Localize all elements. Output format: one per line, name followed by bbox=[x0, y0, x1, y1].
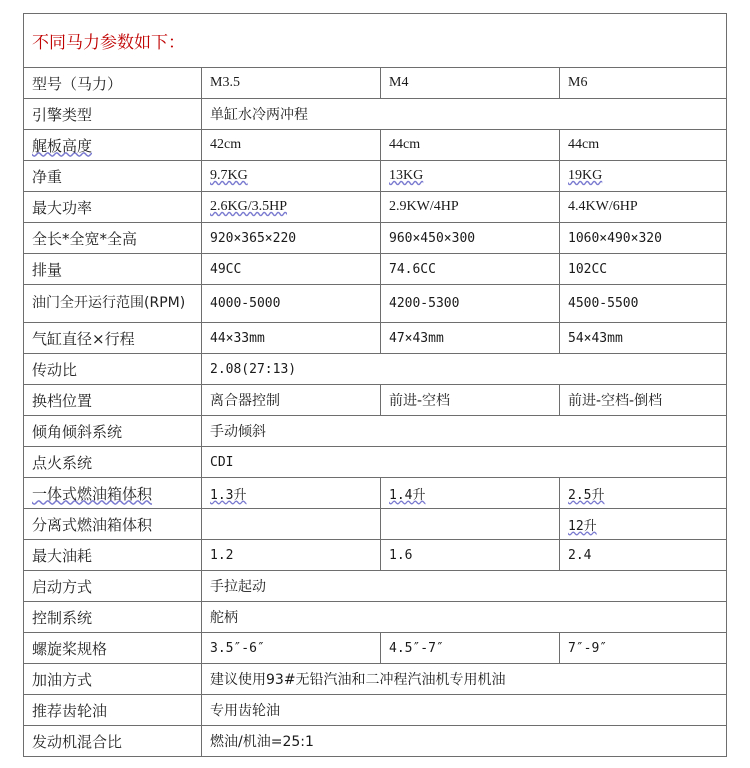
model-m3: M6 bbox=[560, 68, 727, 99]
row-value-2: 4200-5300 bbox=[381, 285, 560, 323]
row-value-1: 44×33mm bbox=[202, 323, 381, 354]
row-value-2: 13KG bbox=[381, 161, 560, 192]
row-value-3: 54×43mm bbox=[560, 323, 727, 354]
row-value-1: 1.2 bbox=[202, 540, 381, 571]
row-span-value: CDI bbox=[202, 447, 727, 478]
row-value-3: 1060×490×320 bbox=[560, 223, 727, 254]
row-span-value: 2.08(27:13) bbox=[202, 354, 727, 385]
table-row bbox=[24, 664, 727, 695]
table-row bbox=[24, 416, 727, 447]
row-label: 控制系统 bbox=[24, 602, 202, 633]
row-value-1: 9.7KG bbox=[202, 161, 381, 192]
row-value-1: 离合器控制 bbox=[202, 385, 381, 416]
row-value-3: 4500-5500 bbox=[560, 285, 727, 323]
model-m1: M3.5 bbox=[202, 68, 381, 99]
row-label: 最大油耗 bbox=[24, 540, 202, 571]
row-label: 发动机混合比 bbox=[24, 726, 202, 757]
row-label: 加油方式 bbox=[24, 664, 202, 695]
table-row bbox=[24, 285, 727, 323]
row-label: 点火系统 bbox=[24, 447, 202, 478]
row-value-3: 7″-9″ bbox=[560, 633, 727, 664]
row-span-value: 手拉起动 bbox=[202, 571, 727, 602]
row-label: 全长*全宽*全高 bbox=[24, 223, 202, 254]
table-row bbox=[24, 571, 727, 602]
table-row bbox=[24, 223, 727, 254]
row-value-3: 12升 bbox=[560, 509, 727, 540]
table-row bbox=[24, 695, 727, 726]
row-value-3: 2.5升 bbox=[560, 478, 727, 509]
row-label: 净重 bbox=[24, 161, 202, 192]
table-row bbox=[24, 323, 727, 354]
row-span-value: 燃油/机油=25:1 bbox=[202, 726, 727, 757]
table-row bbox=[24, 192, 727, 223]
table-row bbox=[24, 726, 727, 757]
table-row bbox=[24, 447, 727, 478]
row-label: 传动比 bbox=[24, 354, 202, 385]
row-span-value: 建议使用93#无铅汽油和二冲程汽油机专用机油 bbox=[202, 664, 727, 695]
row-label: 倾角倾斜系统 bbox=[24, 416, 202, 447]
table-row bbox=[24, 540, 727, 571]
model-m2: M4 bbox=[381, 68, 560, 99]
row-label: 换档位置 bbox=[24, 385, 202, 416]
row-label: 艉板高度 bbox=[24, 130, 202, 161]
row-value-3: 102CC bbox=[560, 254, 727, 285]
row-value-3: 44cm bbox=[560, 130, 727, 161]
row-value-3: 19KG bbox=[560, 161, 727, 192]
row-span-value: 单缸水冷两冲程 bbox=[202, 99, 727, 130]
row-span-value: 手动倾斜 bbox=[202, 416, 727, 447]
spec-table bbox=[23, 13, 727, 757]
table-row bbox=[24, 385, 727, 416]
row-label: 排量 bbox=[24, 254, 202, 285]
row-value-2: 74.6CC bbox=[381, 254, 560, 285]
row-label: 一体式燃油箱体积 bbox=[24, 478, 202, 509]
row-value-1: 1.3升 bbox=[202, 478, 381, 509]
row-value-1: 49CC bbox=[202, 254, 381, 285]
table-row bbox=[24, 254, 727, 285]
row-value-1: 920×365×220 bbox=[202, 223, 381, 254]
row-label: 气缸直径×行程 bbox=[24, 323, 202, 354]
row-value-3: 前进-空档-倒档 bbox=[560, 385, 727, 416]
row-label: 螺旋桨规格 bbox=[24, 633, 202, 664]
row-value-2: 44cm bbox=[381, 130, 560, 161]
row-value-2: 2.9KW/4HP bbox=[381, 192, 560, 223]
row-value-3: 4.4KW/6HP bbox=[560, 192, 727, 223]
table-title: 不同马力参数如下： bbox=[24, 14, 727, 68]
row-value-1: 4000-5000 bbox=[202, 285, 381, 323]
table-row bbox=[24, 633, 727, 664]
row-label: 推荐齿轮油 bbox=[24, 695, 202, 726]
row-label: 引擎类型 bbox=[24, 99, 202, 130]
row-label: 油门全开运行范围(RPM) bbox=[24, 285, 202, 323]
table-row bbox=[24, 161, 727, 192]
header-label: 型号（马力） bbox=[24, 68, 202, 99]
spec-sheet bbox=[23, 13, 726, 757]
row-value-2: 1.4升 bbox=[381, 478, 560, 509]
row-value-2: 1.6 bbox=[381, 540, 560, 571]
row-span-value: 专用齿轮油 bbox=[202, 695, 727, 726]
row-value-1: 3.5″-6″ bbox=[202, 633, 381, 664]
row-value-1: 2.6KG/3.5HP bbox=[202, 192, 381, 223]
row-value-2: 960×450×300 bbox=[381, 223, 560, 254]
title-row bbox=[24, 14, 727, 68]
table-row bbox=[24, 478, 727, 509]
row-label: 分离式燃油箱体积 bbox=[24, 509, 202, 540]
row-value-1 bbox=[202, 509, 381, 540]
table-row bbox=[24, 602, 727, 633]
table-row bbox=[24, 509, 727, 540]
row-label: 启动方式 bbox=[24, 571, 202, 602]
row-value-1: 42cm bbox=[202, 130, 381, 161]
header-row bbox=[24, 68, 727, 99]
row-value-2 bbox=[381, 509, 560, 540]
row-value-2: 47×43mm bbox=[381, 323, 560, 354]
table-row bbox=[24, 354, 727, 385]
table-row bbox=[24, 99, 727, 130]
row-span-value: 舵柄 bbox=[202, 602, 727, 633]
table-row bbox=[24, 130, 727, 161]
row-value-2: 4.5″-7″ bbox=[381, 633, 560, 664]
row-value-3: 2.4 bbox=[560, 540, 727, 571]
row-value-2: 前进-空档 bbox=[381, 385, 560, 416]
row-label: 最大功率 bbox=[24, 192, 202, 223]
